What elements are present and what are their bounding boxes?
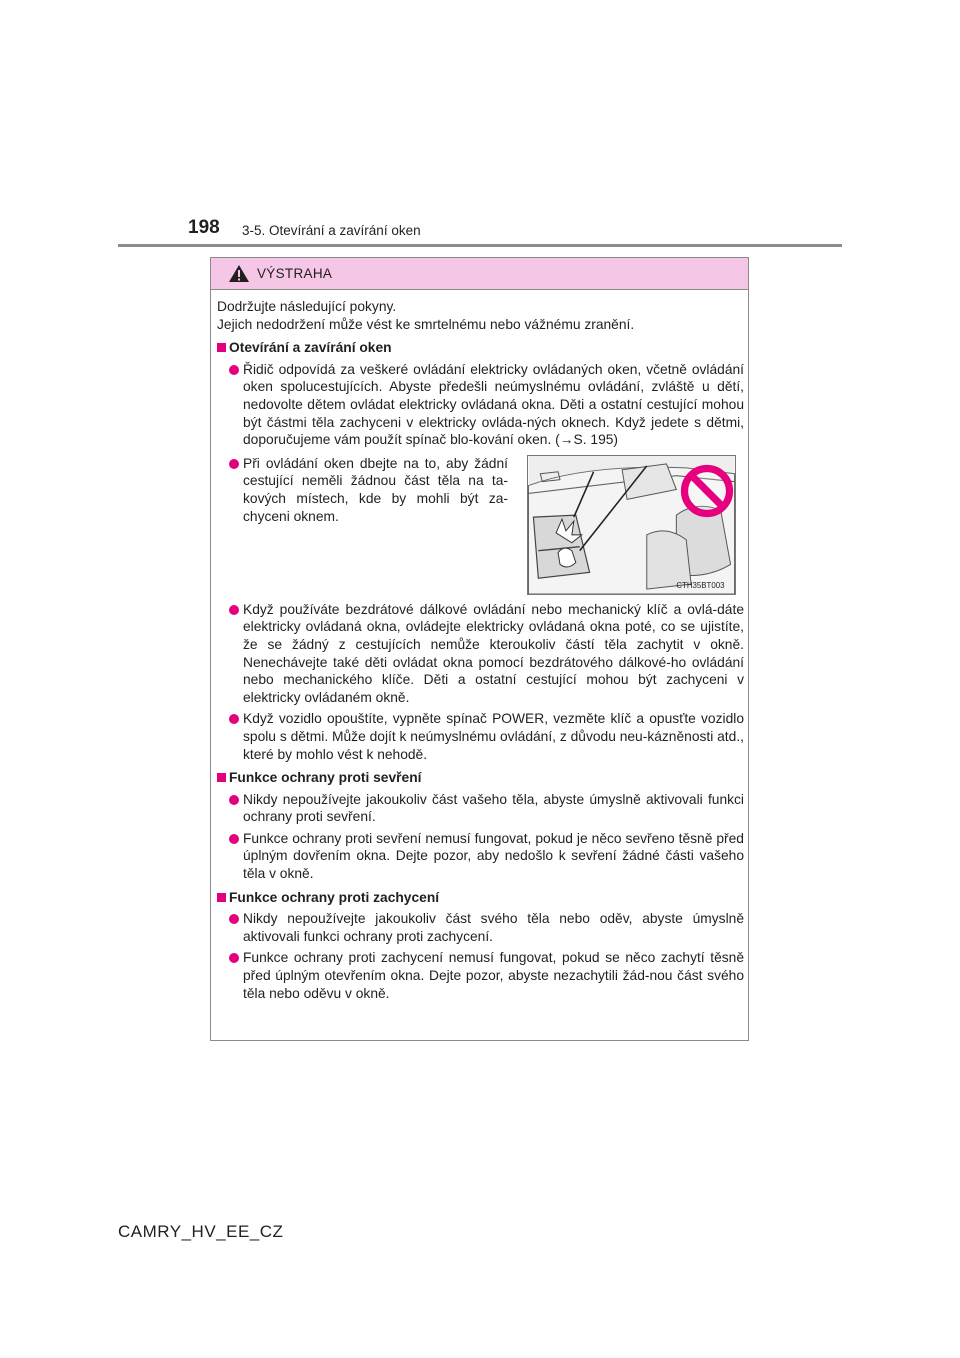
list-item-text: Při ovládání oken dbejte na to, aby žádní cestující neměli žádnou část těla na ta-kových místech, kde by mohli být za-chyceni oknem. <box>243 455 508 524</box>
window-pinch-illustration <box>527 455 736 595</box>
square-bullet-icon <box>217 773 226 782</box>
section-heading <box>217 889 744 907</box>
section-heading <box>217 769 744 787</box>
section-title: 3-5. Otevírání a zavírání oken <box>242 223 421 238</box>
list-item <box>217 710 744 763</box>
list-item <box>217 949 744 1002</box>
list-item-text: Funkce ochrany proti sevření nemusí fungovat, pokud je něco sevřeno těsně před úplným dovřením okna. Dejte pozor, aby nedošlo k sevření žádné části vašeho těla v okně. <box>243 830 744 882</box>
list-item <box>217 910 744 945</box>
round-bullet-icon <box>229 834 239 844</box>
prohibition-sign-icon <box>680 464 734 518</box>
list-item-text: Když používáte bezdrátové dálkové ovládání nebo mechanický klíč a ovlá-dáte elektricky ovládaná okna, ovládejte elektricky ovládaná okna poté, co se ujistíte, že se žádný z cestujících nemůže kteroukoliv částí těla zachytit v okně. Nenechávejte také děti ovládat okna pomocí bezdrátového dálkové-ho ovládání nebo mechanického klíče. Děti a ostatní cestující mohou být zachyceni v elektricky ovládaném okně. <box>243 601 744 705</box>
warning-title: VÝSTRAHA <box>257 266 333 281</box>
list-item-text: Když vozidlo opouštíte, vypněte spínač POWER, vezměte klíč a opusťte vozidlo spolu s dětmi. Může dojít k neúmyslnému ovládání, z důvodu neu-kázněnosti atd., které by mohlo vést k nehodě. <box>243 711 744 762</box>
section-heading <box>217 339 744 357</box>
section-heading-text: Funkce ochrany proti zachycení <box>229 889 440 905</box>
list-item <box>217 830 744 883</box>
warning-content <box>217 298 744 1002</box>
round-bullet-icon <box>229 914 239 924</box>
list-item <box>217 791 744 826</box>
footer-code: CAMRY_HV_EE_CZ <box>118 1222 284 1241</box>
list-item <box>217 601 744 707</box>
intro-line: Jejich nedodržení může vést ke smrtelnému nebo vážnému zranění. <box>217 316 635 332</box>
round-bullet-icon <box>229 605 239 615</box>
square-bullet-icon <box>217 893 226 902</box>
list-item-text: Funkce ochrany proti zachycení nemusí fungovat, pokud se něco zachytí těsně před úplným otevřením okna. Dejte pozor, abyste nezachytili žád-nou část svého těla nebo oděvu v okně. <box>243 950 744 1001</box>
warning-triangle-icon <box>228 264 250 283</box>
figure-code: CTH35BT003 <box>676 580 725 590</box>
list-item <box>217 455 508 525</box>
round-bullet-icon <box>229 953 239 963</box>
section-heading-text: Funkce ochrany proti sevření <box>229 770 422 786</box>
list-item-text: Řidič odpovídá za veškeré ovládání elektricky ovládaných oken, včetně ovládání oken spolucestujících. Abyste předešli neúmyslnému ovládání, zvláště u dětí, nedovolte dětem ovládat elektricky ovládaná okna. Děti a ostatní cestující mohou být částmi těla zachyceni v elektricky ovláda-ných oknech. Když jedete s dětmi, doporučujeme vám použít spínač blo-kování oken. (→S. 195) <box>243 361 744 448</box>
square-bullet-icon <box>217 343 226 352</box>
round-bullet-icon <box>229 459 239 469</box>
round-bullet-icon <box>229 795 239 805</box>
warning-header <box>211 258 748 290</box>
round-bullet-icon <box>229 365 239 375</box>
page-number: 198 <box>188 217 220 238</box>
list-item-text: Nikdy nepoužívejte jakoukoliv část vašeho těla, abyste úmyslně aktivovali funkci ochrany proti sevření. <box>243 791 744 825</box>
warning-box <box>210 257 749 1041</box>
list-item <box>217 361 744 449</box>
section-heading-text: Otevírání a zavírání oken <box>229 340 392 356</box>
round-bullet-icon <box>229 714 239 724</box>
intro-line: Dodržujte následující pokyny. <box>217 299 397 314</box>
header-rule <box>118 244 842 247</box>
item-with-figure <box>217 455 744 597</box>
list-item-text: Nikdy nepoužívejte jakoukoliv část svého těla nebo oděv, abyste úmyslně aktivovali funkci ochrany proti zachycení. <box>243 911 744 944</box>
